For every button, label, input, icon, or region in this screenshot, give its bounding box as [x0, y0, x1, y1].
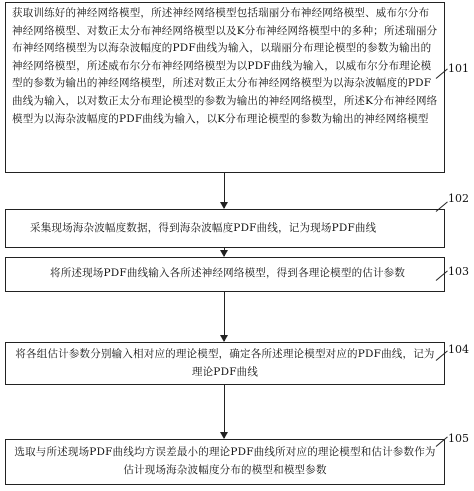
step-101-box — [5, 2, 445, 173]
ref-label-104: 104 — [448, 343, 469, 356]
step-102-text: 采集现场海杂波幅度数据，得到海杂波幅度PDF曲线，记为现场PDF曲线 — [30, 222, 377, 234]
step-104-box — [5, 342, 445, 385]
arrow-103-to-104 — [224, 292, 225, 341]
step-102-box — [5, 209, 445, 248]
ref-label-103: 103 — [448, 265, 469, 278]
ref-label-105: 105 — [448, 432, 469, 445]
ref-label-102: 102 — [448, 192, 469, 205]
step-103-box — [5, 257, 445, 292]
step-105-box — [5, 439, 445, 485]
step-103-text: 将所述现场PDF曲线输入各所述神经网络模型，得到各理论模型的估计参数 — [50, 267, 406, 279]
step-101-text: 获取训练好的神经网络模型，所述神经网络模型包括瑞丽分布神经网络模型、威布尔分布神经网络模型、对数正太分布神经网络模型以及K分布神经网络模型中的多种；所述瑞丽分布神经网络模型为以海杂波幅度的PDF曲线为输入，以瑞丽分布理论模型的参数为输出的神经网络模型，所述威布尔分布神经网络模型为以PDF曲线为输入，以威布尔分布理论模型的参数为输出的神经网络模型，所述对数正太分布神经网络模型为以海杂波幅度的PDF曲线为输入，以对数正太分布理论模型的参数为输出的神经网络模型，所述K分布神经网络模型为以海杂波幅度的PDF曲线为输入，以K分布理论模型的参数为输出的神经网络模型 — [12, 7, 438, 125]
step-105-text: 选取与所述现场PDF曲线均方误差最小的理论PDF曲线所对应的理论模型和估计参数作为估计现场海杂波幅度分布的模型和模型参数 — [14, 446, 436, 476]
ref-label-101: 101 — [448, 62, 469, 75]
step-104-text: 将各组估计参数分别输入相对应的理论模型，确定各所述理论模型对应的PDF曲线，记为理论PDF曲线 — [15, 348, 435, 378]
arrow-102-to-103 — [224, 248, 225, 256]
arrow-104-to-105 — [224, 385, 225, 438]
arrow-101-to-102 — [224, 173, 225, 208]
